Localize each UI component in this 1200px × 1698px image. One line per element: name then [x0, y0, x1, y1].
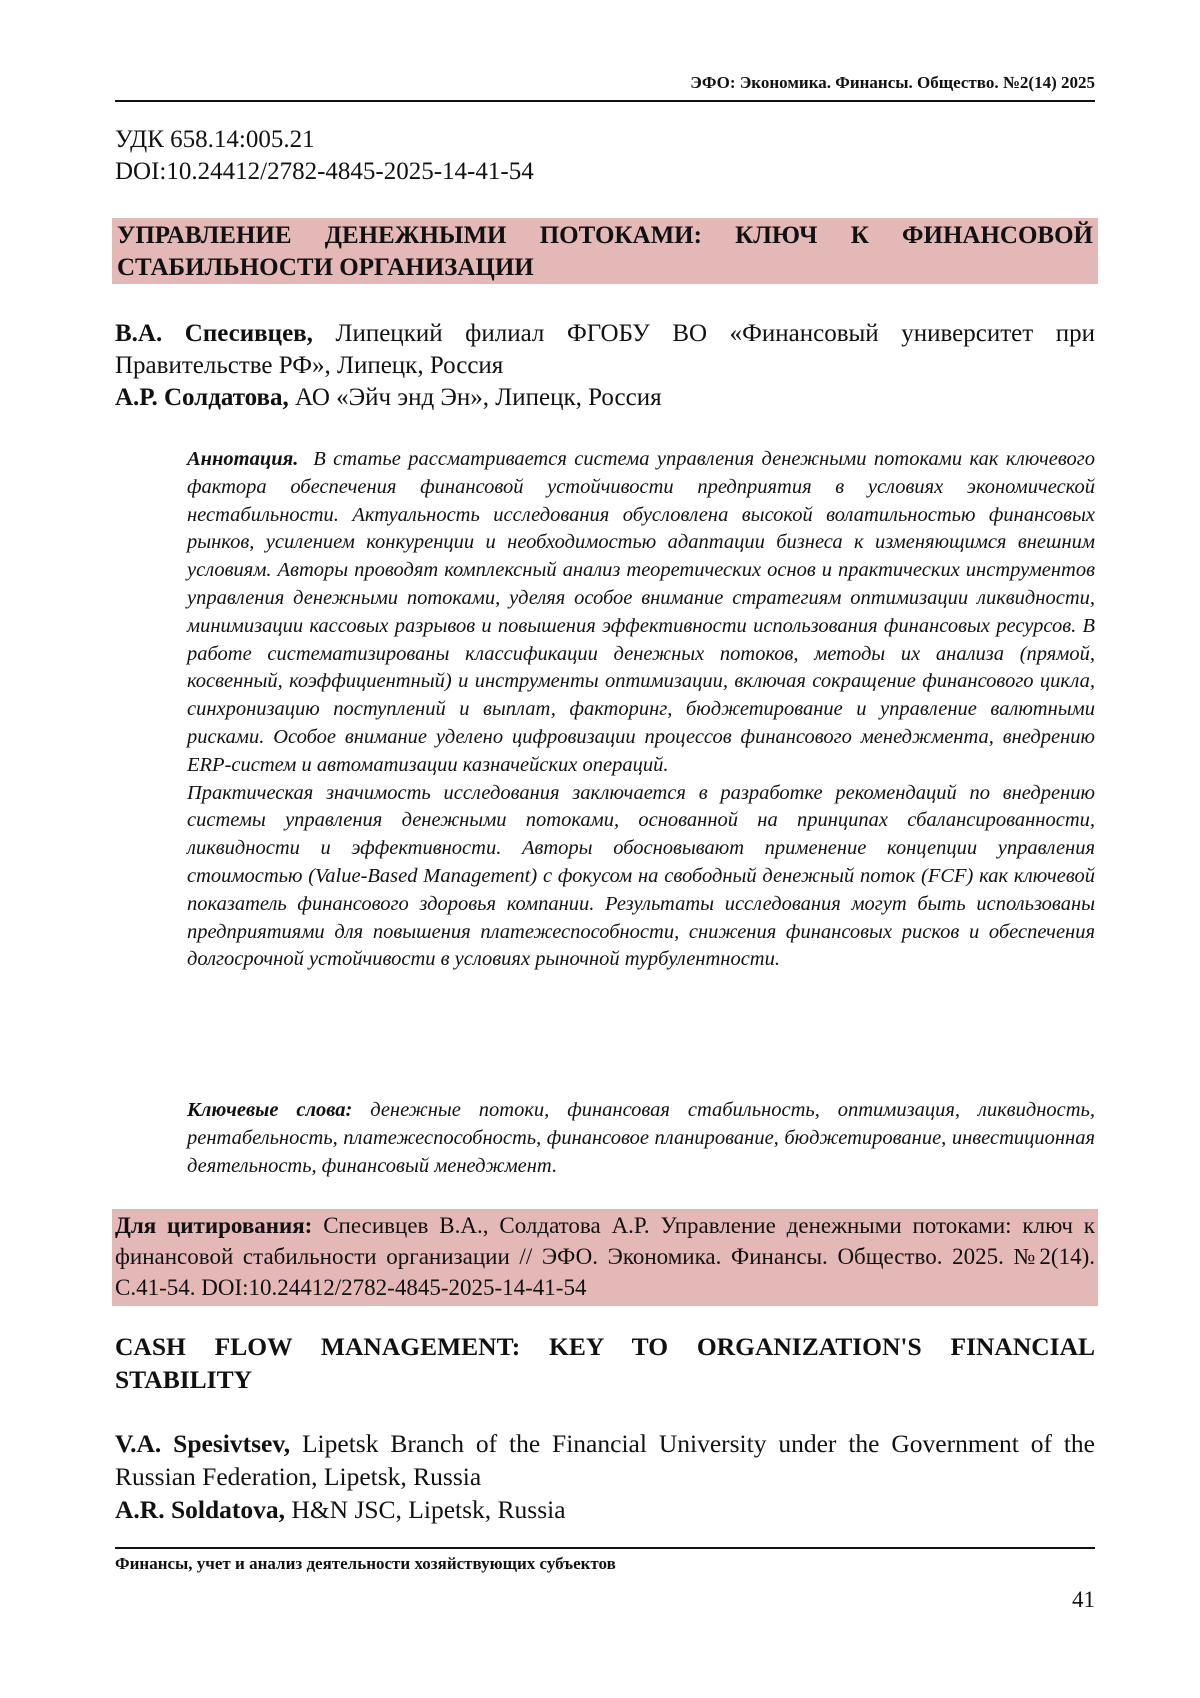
- article-title-ru: УПРАВЛЕНИЕ ДЕНЕЖНЫМИ ПОТОКАМИ: КЛЮЧ К ФИНАНСОВОЙ СТАБИЛЬНОСТИ ОРГАНИЗАЦИИ: [117, 222, 1093, 281]
- abstract-label: Аннотация.: [187, 448, 299, 470]
- article-identifiers: [115, 124, 1095, 188]
- author-name: А.Р. Солдатова,: [115, 384, 289, 411]
- citation-text: Спесивцев В.А., Солдатова А.Р. Управление денежными потоками: ключ к финансовой стабильности организации // ЭФО. Экономика. Финансы. Общество. 2025. №2(14). С.41-54. DOI:10.24412/2782-4845-2025-14-41-54: [115, 1213, 1095, 1300]
- abstract-paragraph: [187, 780, 1095, 975]
- authors-en: [115, 1427, 1095, 1526]
- running-header: ЭФО: Экономика. Финансы. Общество. №2(14) 2025: [690, 73, 1095, 92]
- author-name: A.R. Soldatova,: [115, 1495, 286, 1524]
- footer-section-title: Финансы, учет и анализ деятельности хозяйствующих субъектов: [115, 1554, 616, 1573]
- author-name: V.A. Spesivtsev,: [115, 1429, 291, 1458]
- abstract-paragraph: [187, 446, 1095, 780]
- citation: [115, 1210, 1095, 1303]
- author-affiliation: АО «Эйч энд Эн», Липецк, Россия: [295, 384, 662, 411]
- udk-code: УДК 658.14:005.21: [115, 126, 315, 153]
- author-entry: [115, 382, 1095, 414]
- footer-rule: [115, 1547, 1095, 1549]
- keywords: [187, 1097, 1095, 1180]
- author-entry: [115, 318, 1095, 382]
- article-title-en: CASH FLOW MANAGEMENT: KEY TO ORGANIZATION'S FINANCIAL STABILITY: [115, 1332, 1095, 1394]
- header-rule: [115, 100, 1095, 102]
- author-affiliation: H&N JSC, Lipetsk, Russia: [291, 1495, 566, 1524]
- doi-code: DOI:10.24412/2782-4845-2025-14-41-54: [115, 158, 534, 185]
- author-entry: [115, 1427, 1095, 1493]
- abstract: [187, 446, 1095, 974]
- author-affiliation: Lipetsk Branch of the Financial University under the Government of the Russian Federation, Lipetsk, Russia: [115, 1429, 1095, 1491]
- citation-label: Для цитирования:: [115, 1213, 313, 1238]
- abstract-text-2: Практическая значимость исследования заключается в разработке рекомендаций по внедрению системы управления денежными потоками, основанной на принципах сбалансированности, ликвидности и эффективности. Авторы обосновывают применение концепции управления стоимостью (Value-Based Management) с фокусом на свободный денежный поток (FCF) как ключевой показатель финансового здоровья компании. Результаты исследования могут быть использованы предприятиями для повышения платежеспособности, снижения финансовых рисков и обеспечения долгосрочной устойчивости в условиях рыночной турбулентности.: [187, 781, 1095, 971]
- author-entry: [115, 1493, 1095, 1526]
- author-name: В.А. Спесивцев,: [115, 320, 313, 347]
- abstract-text-1: В статье рассматривается система управления денежными потоками как ключевого фактора обеспечения финансовой устойчивости предприятия в условиях экономической нестабильности. Актуальность исследования обусловлена высокой волатильностью финансовых рынков, усилением конкуренции и необходимостью адаптации бизнеса к изменяющимся внешним условиям. Авторы проводят комплексный анализ теоретических основ и практических инструментов управления денежными потоками, уделяя особое внимание стратегиям оптимизации ликвидности, минимизации кассовых разрывов и повышения эффективности использования финансовых ресурсов. В работе систематизированы классификации денежных потоков, методы их анализа (прямой, косвенный, коэффициентный) и инструменты оптимизации, включая сокращение финансового цикла, синхронизацию поступлений и выплат, факторинг, бюджетирование и управление валютными рисками. Особое внимание уделено цифровизации процессов финансового менеджмента, внедрению ERP-систем и автоматизации казначейских операций.: [187, 448, 1096, 776]
- keywords-label: Ключевые слова:: [187, 1099, 353, 1121]
- authors-ru: [115, 318, 1095, 414]
- keywords-text: денежные потоки, финансовая стабильность, оптимизация, ликвидность, рентабельность, платежеспособность, финансовое планирование, бюджетирование, инвестиционная деятельность, финансовый менеджмент.: [187, 1099, 1095, 1177]
- page-number: 41: [1072, 1587, 1095, 1612]
- author-affiliation: Липецкий филиал ФГОБУ ВО «Финансовый университет при Правительстве РФ», Липецк, Россия: [115, 320, 1096, 379]
